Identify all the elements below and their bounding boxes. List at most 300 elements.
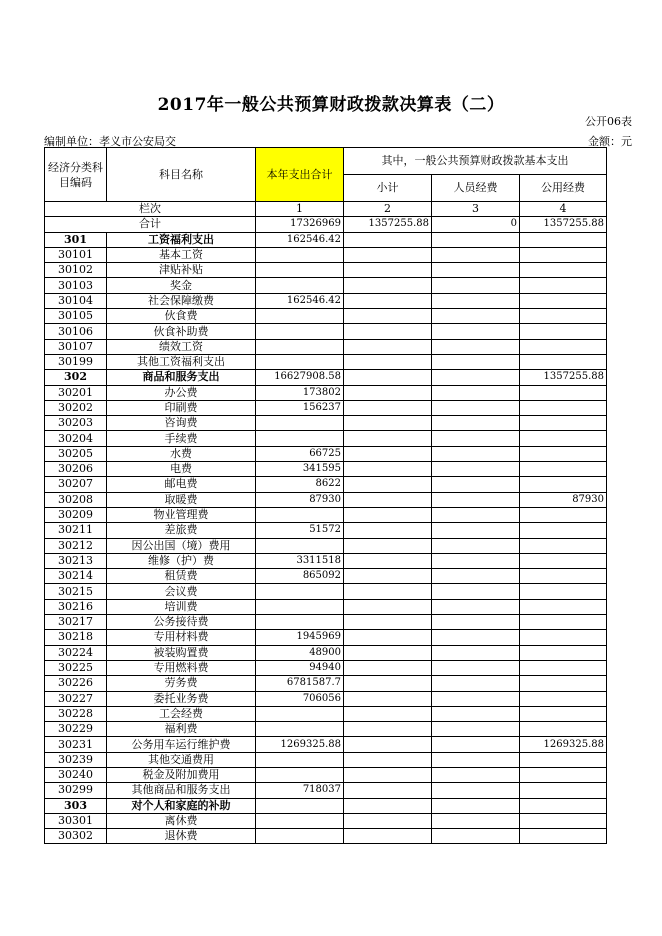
- row-name: 对个人和家庭的补助: [107, 798, 256, 813]
- row-personnel: [432, 706, 520, 721]
- row-subtotal: [344, 477, 432, 492]
- row-total: 162546.42: [256, 232, 344, 247]
- row-subtotal: [344, 431, 432, 446]
- row-total: [256, 339, 344, 354]
- row-subtotal: [344, 507, 432, 522]
- table-row: [45, 293, 607, 308]
- table-row: [45, 783, 607, 798]
- report-title: 2017年一般公共预算财政拨款决算表（二）: [157, 95, 505, 115]
- row-public: [520, 538, 607, 553]
- row-subtotal: [344, 553, 432, 568]
- row-total: 1269325.88: [256, 737, 344, 752]
- row-personnel: [432, 293, 520, 308]
- row-name: 维修（护）费: [107, 553, 256, 568]
- row-public: 87930: [520, 492, 607, 507]
- row-total: [256, 309, 344, 324]
- row-subtotal: [344, 722, 432, 737]
- table-row: [45, 507, 607, 522]
- row-total: 8622: [256, 477, 344, 492]
- row-personnel: [432, 385, 520, 400]
- row-public: [520, 813, 607, 828]
- lanci-label: 栏次: [45, 202, 256, 217]
- row-total: [256, 615, 344, 630]
- row-personnel: [432, 492, 520, 507]
- header-public: 公用经费: [520, 175, 607, 202]
- row-public: [520, 829, 607, 844]
- row-name: 培训费: [107, 599, 256, 614]
- row-personnel: [432, 370, 520, 385]
- row-subtotal: [344, 829, 432, 844]
- row-total: [256, 416, 344, 431]
- lanci-row: [45, 202, 607, 217]
- row-subtotal: [344, 385, 432, 400]
- row-code: 30215: [45, 584, 107, 599]
- header-total: 本年支出合计: [256, 148, 344, 202]
- row-public: [520, 354, 607, 369]
- row-code: 30229: [45, 722, 107, 737]
- row-personnel: [432, 691, 520, 706]
- row-total: [256, 431, 344, 446]
- lanci-1: 1: [256, 202, 344, 217]
- form-number: 公开06表: [585, 115, 632, 128]
- row-personnel: [432, 645, 520, 660]
- row-name: 手续费: [107, 431, 256, 446]
- row-name: 公务用车运行维护费: [107, 737, 256, 752]
- table-row: [45, 767, 607, 782]
- row-name: 公务接待费: [107, 615, 256, 630]
- row-name: 商品和服务支出: [107, 370, 256, 385]
- row-code: 30208: [45, 492, 107, 507]
- row-name: 电费: [107, 462, 256, 477]
- row-total: 16627908.58: [256, 370, 344, 385]
- row-public: [520, 507, 607, 522]
- table-row: [45, 232, 607, 247]
- row-public: [520, 752, 607, 767]
- row-name: 离休费: [107, 813, 256, 828]
- table-row: [45, 339, 607, 354]
- row-public: [520, 385, 607, 400]
- row-public: 1357255.88: [520, 370, 607, 385]
- row-code: 30204: [45, 431, 107, 446]
- row-total: [256, 706, 344, 721]
- row-total: [256, 722, 344, 737]
- row-name: 奖金: [107, 278, 256, 293]
- row-code: 30106: [45, 324, 107, 339]
- row-code: 30218: [45, 630, 107, 645]
- row-personnel: [432, 354, 520, 369]
- table-row: [45, 370, 607, 385]
- row-code: 30227: [45, 691, 107, 706]
- row-name: 取暖费: [107, 492, 256, 507]
- row-name: 税金及附加费用: [107, 767, 256, 782]
- row-personnel: [432, 829, 520, 844]
- row-subtotal: [344, 569, 432, 584]
- row-public: [520, 660, 607, 675]
- row-total: [256, 507, 344, 522]
- table-row: [45, 584, 607, 599]
- row-public: [520, 630, 607, 645]
- row-public: [520, 400, 607, 415]
- row-code: 30103: [45, 278, 107, 293]
- row-subtotal: [344, 247, 432, 262]
- table-row: [45, 446, 607, 461]
- row-name: 工会经费: [107, 706, 256, 721]
- row-code: 30211: [45, 523, 107, 538]
- row-subtotal: [344, 492, 432, 507]
- row-name: 咨询费: [107, 416, 256, 431]
- row-personnel: [432, 676, 520, 691]
- row-name: 工资福利支出: [107, 232, 256, 247]
- row-personnel: [432, 263, 520, 278]
- row-code: 30101: [45, 247, 107, 262]
- table-row: [45, 309, 607, 324]
- row-code: 30102: [45, 263, 107, 278]
- row-total: 156237: [256, 400, 344, 415]
- row-name: 社会保障缴费: [107, 293, 256, 308]
- row-public: [520, 339, 607, 354]
- row-public: [520, 309, 607, 324]
- table-row: [45, 431, 607, 446]
- row-name: 租赁费: [107, 569, 256, 584]
- row-subtotal: [344, 660, 432, 675]
- table-row: [45, 691, 607, 706]
- row-total: 48900: [256, 645, 344, 660]
- table-row: [45, 462, 607, 477]
- table-row: [45, 630, 607, 645]
- row-name: 其他工资福利支出: [107, 354, 256, 369]
- row-subtotal: [344, 706, 432, 721]
- row-personnel: [432, 599, 520, 614]
- row-personnel: [432, 462, 520, 477]
- amount-unit: 金额：元: [588, 135, 632, 148]
- row-name: 劳务费: [107, 676, 256, 691]
- table-row: [45, 599, 607, 614]
- row-subtotal: [344, 339, 432, 354]
- row-total: 341595: [256, 462, 344, 477]
- table-row: [45, 247, 607, 262]
- row-name: 因公出国（境）费用: [107, 538, 256, 553]
- row-subtotal: [344, 538, 432, 553]
- row-public: [520, 706, 607, 721]
- row-name: 专用材料费: [107, 630, 256, 645]
- row-personnel: [432, 538, 520, 553]
- table-row: [45, 615, 607, 630]
- row-name: 基本工资: [107, 247, 256, 262]
- row-total: [256, 829, 344, 844]
- row-personnel: [432, 569, 520, 584]
- row-personnel: [432, 630, 520, 645]
- row-name: 津贴补贴: [107, 263, 256, 278]
- header-code: 经济分类科目编码: [45, 148, 107, 202]
- row-total: [256, 767, 344, 782]
- total-public: 1357255.88: [520, 217, 607, 232]
- row-personnel: [432, 767, 520, 782]
- total-label: 合计: [45, 217, 256, 232]
- table-row: [45, 400, 607, 415]
- row-personnel: [432, 309, 520, 324]
- row-total: 66725: [256, 446, 344, 461]
- row-public: [520, 783, 607, 798]
- table-row: [45, 752, 607, 767]
- row-personnel: [432, 477, 520, 492]
- row-subtotal: [344, 446, 432, 461]
- row-code: 301: [45, 232, 107, 247]
- row-name: 退休费: [107, 829, 256, 844]
- row-code: 30240: [45, 767, 107, 782]
- row-subtotal: [344, 400, 432, 415]
- row-personnel: [432, 431, 520, 446]
- row-total: [256, 813, 344, 828]
- row-code: 30216: [45, 599, 107, 614]
- row-public: [520, 798, 607, 813]
- row-name: 印刷费: [107, 400, 256, 415]
- table-row: [45, 278, 607, 293]
- table-row: [45, 706, 607, 721]
- table-row: [45, 523, 607, 538]
- row-code: 30213: [45, 553, 107, 568]
- total-personnel: 0: [432, 217, 520, 232]
- row-public: [520, 722, 607, 737]
- row-total: 3311518: [256, 553, 344, 568]
- row-personnel: [432, 553, 520, 568]
- row-personnel: [432, 584, 520, 599]
- reporting-unit: 编制单位：孝义市公安局交: [44, 135, 176, 148]
- table-row: [45, 263, 607, 278]
- table-row: [45, 324, 607, 339]
- row-name: 水费: [107, 446, 256, 461]
- row-personnel: [432, 400, 520, 415]
- row-code: 30302: [45, 829, 107, 844]
- row-name: 其他商品和服务支出: [107, 783, 256, 798]
- row-code: 30225: [45, 660, 107, 675]
- row-public: [520, 293, 607, 308]
- row-name: 差旅费: [107, 523, 256, 538]
- table-row: [45, 569, 607, 584]
- row-personnel: [432, 798, 520, 813]
- row-total: [256, 798, 344, 813]
- row-code: 30214: [45, 569, 107, 584]
- header-personnel: 人员经费: [432, 175, 520, 202]
- lanci-4: 4: [520, 202, 607, 217]
- table-row: [45, 676, 607, 691]
- row-total: [256, 354, 344, 369]
- row-subtotal: [344, 416, 432, 431]
- row-name: 邮电费: [107, 477, 256, 492]
- row-total: [256, 538, 344, 553]
- row-code: 30299: [45, 783, 107, 798]
- table-row: [45, 645, 607, 660]
- row-subtotal: [344, 232, 432, 247]
- row-total: 6781587.7: [256, 676, 344, 691]
- row-public: [520, 599, 607, 614]
- row-subtotal: [344, 324, 432, 339]
- row-public: [520, 767, 607, 782]
- row-name: 绩效工资: [107, 339, 256, 354]
- row-name: 被装购置费: [107, 645, 256, 660]
- row-personnel: [432, 523, 520, 538]
- row-subtotal: [344, 691, 432, 706]
- row-total: 51572: [256, 523, 344, 538]
- row-public: [520, 569, 607, 584]
- row-personnel: [432, 232, 520, 247]
- table-row: [45, 660, 607, 675]
- row-personnel: [432, 722, 520, 737]
- row-code: 30209: [45, 507, 107, 522]
- row-public: [520, 676, 607, 691]
- total-subtotal: 1357255.88: [344, 217, 432, 232]
- row-personnel: [432, 660, 520, 675]
- table-row: [45, 553, 607, 568]
- row-name: 物业管理费: [107, 507, 256, 522]
- row-subtotal: [344, 630, 432, 645]
- row-personnel: [432, 783, 520, 798]
- row-subtotal: [344, 599, 432, 614]
- row-name: 伙食补助费: [107, 324, 256, 339]
- row-name: 委托业务费: [107, 691, 256, 706]
- row-subtotal: [344, 293, 432, 308]
- row-public: [520, 278, 607, 293]
- row-personnel: [432, 752, 520, 767]
- table-row: [45, 737, 607, 752]
- row-public: [520, 523, 607, 538]
- row-subtotal: [344, 783, 432, 798]
- row-code: 30105: [45, 309, 107, 324]
- header-subtotal: 小计: [344, 175, 432, 202]
- row-public: [520, 645, 607, 660]
- row-total: 94940: [256, 660, 344, 675]
- header-group: 其中，一般公共预算财政拨款基本支出: [344, 148, 607, 175]
- table-row: [45, 477, 607, 492]
- row-personnel: [432, 446, 520, 461]
- row-subtotal: [344, 767, 432, 782]
- row-total: [256, 752, 344, 767]
- row-public: [520, 431, 607, 446]
- row-code: 30107: [45, 339, 107, 354]
- row-public: [520, 232, 607, 247]
- row-subtotal: [344, 354, 432, 369]
- row-code: 30202: [45, 400, 107, 415]
- row-total: 706056: [256, 691, 344, 706]
- row-name: 专用燃料费: [107, 660, 256, 675]
- row-total: 718037: [256, 783, 344, 798]
- row-code: 30203: [45, 416, 107, 431]
- row-personnel: [432, 416, 520, 431]
- row-total: 1945969: [256, 630, 344, 645]
- row-subtotal: [344, 263, 432, 278]
- row-name: 会议费: [107, 584, 256, 599]
- table-row: [45, 538, 607, 553]
- row-total: [256, 263, 344, 278]
- row-public: [520, 462, 607, 477]
- row-public: 1269325.88: [520, 737, 607, 752]
- row-public: [520, 263, 607, 278]
- row-subtotal: [344, 462, 432, 477]
- row-personnel: [432, 339, 520, 354]
- row-public: [520, 416, 607, 431]
- table-row: [45, 416, 607, 431]
- row-total: [256, 599, 344, 614]
- row-personnel: [432, 247, 520, 262]
- table-row: [45, 722, 607, 737]
- row-subtotal: [344, 584, 432, 599]
- row-code: 30212: [45, 538, 107, 553]
- row-total: 865092: [256, 569, 344, 584]
- budget-table: [44, 147, 607, 844]
- total-amount: 17326969: [256, 217, 344, 232]
- row-personnel: [432, 507, 520, 522]
- row-code: 30207: [45, 477, 107, 492]
- row-code: 30231: [45, 737, 107, 752]
- row-total: 173802: [256, 385, 344, 400]
- row-subtotal: [344, 645, 432, 660]
- row-code: 302: [45, 370, 107, 385]
- row-total: [256, 584, 344, 599]
- row-code: 30201: [45, 385, 107, 400]
- row-total: 87930: [256, 492, 344, 507]
- row-code: 30217: [45, 615, 107, 630]
- row-name: 其他交通费用: [107, 752, 256, 767]
- total-row: [45, 217, 607, 232]
- row-subtotal: [344, 813, 432, 828]
- row-subtotal: [344, 370, 432, 385]
- row-total: [256, 278, 344, 293]
- row-name: 办公费: [107, 385, 256, 400]
- table-row: [45, 813, 607, 828]
- row-subtotal: [344, 798, 432, 813]
- row-personnel: [432, 615, 520, 630]
- lanci-3: 3: [432, 202, 520, 217]
- row-code: 30205: [45, 446, 107, 461]
- table-row: [45, 829, 607, 844]
- row-personnel: [432, 324, 520, 339]
- row-public: [520, 477, 607, 492]
- table-row: [45, 798, 607, 813]
- row-name: 伙食费: [107, 309, 256, 324]
- row-subtotal: [344, 309, 432, 324]
- row-code: 30104: [45, 293, 107, 308]
- row-subtotal: [344, 737, 432, 752]
- row-personnel: [432, 813, 520, 828]
- row-public: [520, 691, 607, 706]
- row-public: [520, 615, 607, 630]
- row-code: 30239: [45, 752, 107, 767]
- row-public: [520, 247, 607, 262]
- row-code: 303: [45, 798, 107, 813]
- table-row: [45, 385, 607, 400]
- row-subtotal: [344, 752, 432, 767]
- row-personnel: [432, 278, 520, 293]
- row-name: 福利费: [107, 722, 256, 737]
- row-public: [520, 446, 607, 461]
- row-code: 30228: [45, 706, 107, 721]
- row-public: [520, 553, 607, 568]
- row-subtotal: [344, 615, 432, 630]
- row-subtotal: [344, 523, 432, 538]
- row-public: [520, 584, 607, 599]
- row-public: [520, 324, 607, 339]
- row-code: 30224: [45, 645, 107, 660]
- row-code: 30301: [45, 813, 107, 828]
- row-total: 162546.42: [256, 293, 344, 308]
- row-code: 30206: [45, 462, 107, 477]
- row-total: [256, 247, 344, 262]
- table-row: [45, 492, 607, 507]
- lanci-2: 2: [344, 202, 432, 217]
- row-code: 30199: [45, 354, 107, 369]
- row-total: [256, 324, 344, 339]
- table-row: [45, 354, 607, 369]
- row-personnel: [432, 737, 520, 752]
